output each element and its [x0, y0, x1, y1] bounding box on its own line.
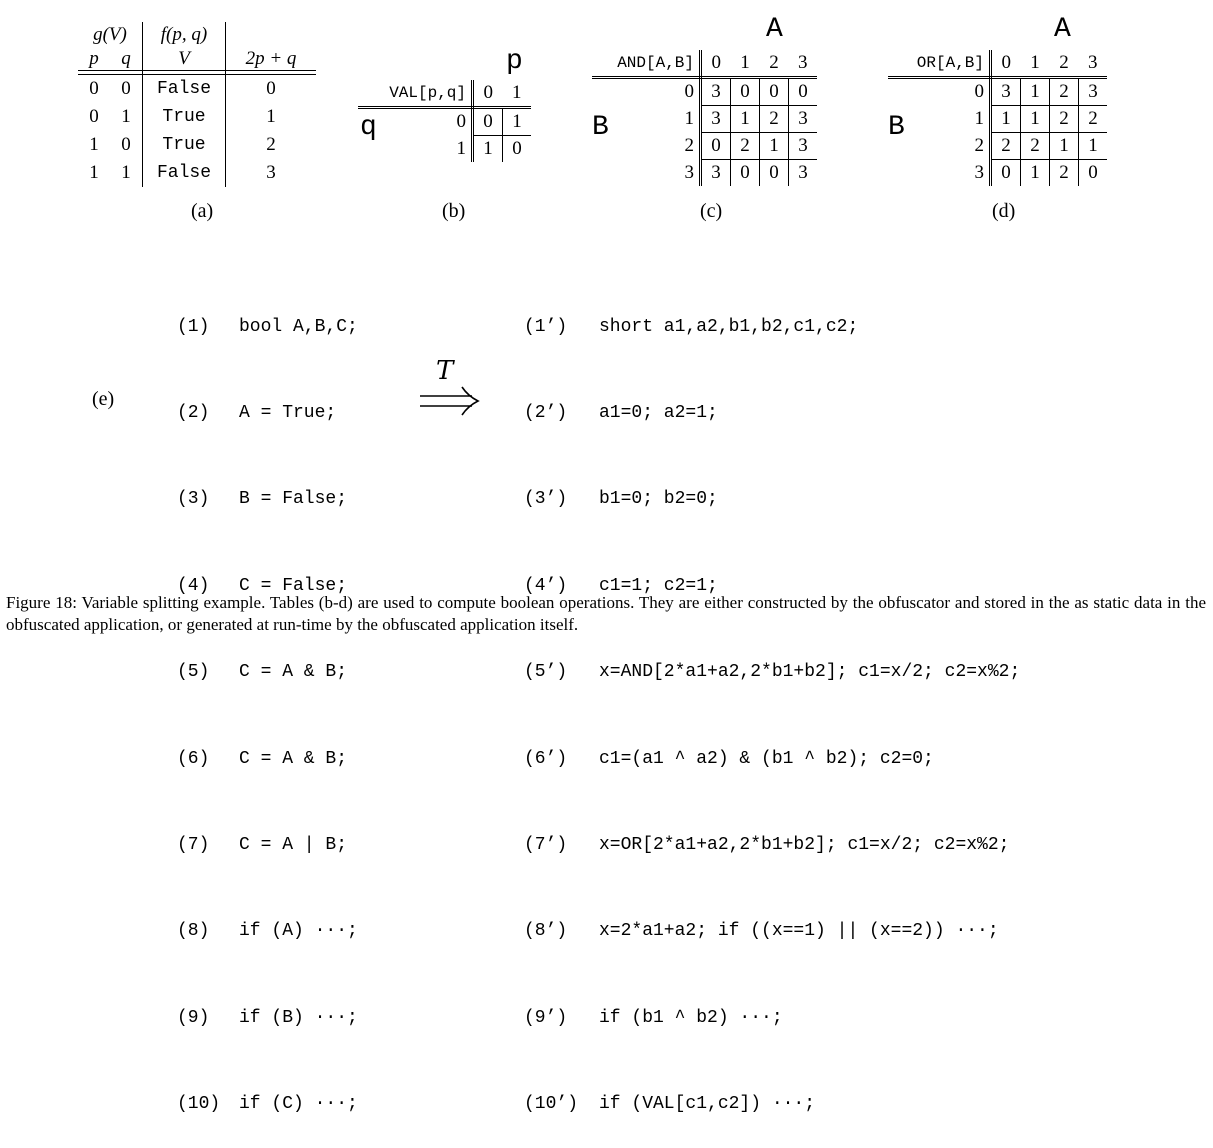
corner-label: AND[A,B]	[592, 50, 701, 78]
figure-caption: Figure 18: Variable splitting example. Tables (b-d) are used to compute boolean operations. They are either constructed by the obfuscator and stored in the as static data in the obfuscated application, or generated at run-time by the obfuscated application itself.	[6, 593, 1206, 634]
table-row: 1 1 0	[358, 136, 531, 163]
code-line: (4’) c1=1; c2=1;	[524, 575, 718, 596]
code-line: (10) if (C) ···;	[177, 1094, 358, 1115]
obfuscated-code	[524, 255, 1020, 1148]
original-code	[177, 255, 358, 1148]
transformation-arrow	[418, 356, 480, 418]
header-q: q	[110, 48, 143, 71]
code-line: (8’) x=2*a1+a2; if ((x==1) || (x==2)) ···;	[524, 921, 999, 942]
table-row: 1 1 False 3	[78, 159, 316, 187]
val-table-b: VAL[p,q] 0 1 0 0 1 1 1 0	[358, 80, 531, 162]
code-line: (10’) if (VAL[c1,c2]) ···;	[524, 1094, 816, 1115]
table-row: 0 3 1 2 3	[888, 78, 1107, 106]
code-line: (4) C = False;	[177, 575, 348, 596]
axis-label-b: B	[592, 112, 609, 143]
and-table-c: AND[A,B] 0 1 2 3 0 3 0 0 0 1 3 1 2 3 2 0 2 1 3 3 3 0 0 3	[592, 50, 817, 186]
code-line: (5) C = A & B;	[177, 662, 348, 683]
header-v: V	[143, 48, 226, 71]
caption-a: (a)	[191, 200, 214, 222]
table-row: 0 3 0 0 0	[592, 78, 817, 106]
code-line: (2) A = True;	[177, 402, 337, 423]
table-row: 1 1 1 2 2	[888, 106, 1107, 133]
truth-table-a	[78, 22, 316, 187]
transform-symbol: T	[436, 356, 454, 386]
axis-label-b: B	[888, 112, 905, 143]
caption-b: (b)	[442, 200, 466, 222]
double-arrow-icon	[418, 386, 480, 416]
caption-d: (d)	[992, 200, 1016, 222]
code-line: (7’) x=OR[2*a1+a2,2*b1+b2]; c1=x/2; c2=x%2;	[524, 834, 1010, 855]
axis-label-p: p	[506, 46, 523, 77]
header-g: g(V)	[93, 24, 127, 45]
code-line: (9) if (B) ···;	[177, 1007, 358, 1028]
corner-label: OR[A,B]	[888, 50, 991, 78]
axis-label-q: q	[360, 112, 377, 143]
table-row: 2 0 2 1 3	[592, 133, 817, 160]
caption-e: (e)	[92, 388, 115, 410]
table-row: 1 3 1 2 3	[592, 106, 817, 133]
code-line: (5’) x=AND[2*a1+a2,2*b1+b2]; c1=x/2; c2=x%2;	[524, 662, 1021, 683]
table-row: 1 0 True 2	[78, 131, 316, 159]
or-table-d: OR[A,B] 0 1 2 3 0 3 1 2 3 1 1 1 2 2 2 2 2 1 1 3 0 1 2 0	[888, 50, 1107, 186]
axis-label-a: A	[1054, 14, 1071, 45]
corner-label: VAL[p,q]	[358, 80, 473, 108]
code-line: (2’) a1=0; a2=1;	[524, 402, 718, 423]
table-row: 3 0 1 2 0	[888, 160, 1107, 187]
code-line: (7) C = A | B;	[177, 834, 348, 855]
table-row: 0 0 False 0	[78, 75, 316, 104]
table-row: 0 0 1	[358, 108, 531, 136]
code-line: (8) if (A) ···;	[177, 921, 358, 942]
table-row: 0 1 True 1	[78, 103, 316, 131]
code-line: (6) C = A & B;	[177, 748, 348, 769]
table-row: 3 3 0 0 3	[592, 160, 817, 187]
code-line: (9’) if (b1 ^ b2) ···;	[524, 1007, 783, 1028]
code-line: (1) bool A,B,C;	[177, 316, 358, 337]
code-line: (3) B = False;	[177, 489, 348, 510]
caption-c: (c)	[700, 200, 723, 222]
code-line: (6’) c1=(a1 ^ a2) & (b1 ^ b2); c2=0;	[524, 748, 934, 769]
axis-label-a: A	[766, 14, 783, 45]
header-p: p	[78, 48, 110, 71]
header-f: f(p, q)	[143, 22, 226, 48]
table-row: 2 2 2 1 1	[888, 133, 1107, 160]
code-line: (3’) b1=0; b2=0;	[524, 489, 718, 510]
header-expr: 2p + q	[226, 48, 317, 71]
code-line: (1’) short a1,a2,b1,b2,c1,c2;	[524, 316, 859, 337]
